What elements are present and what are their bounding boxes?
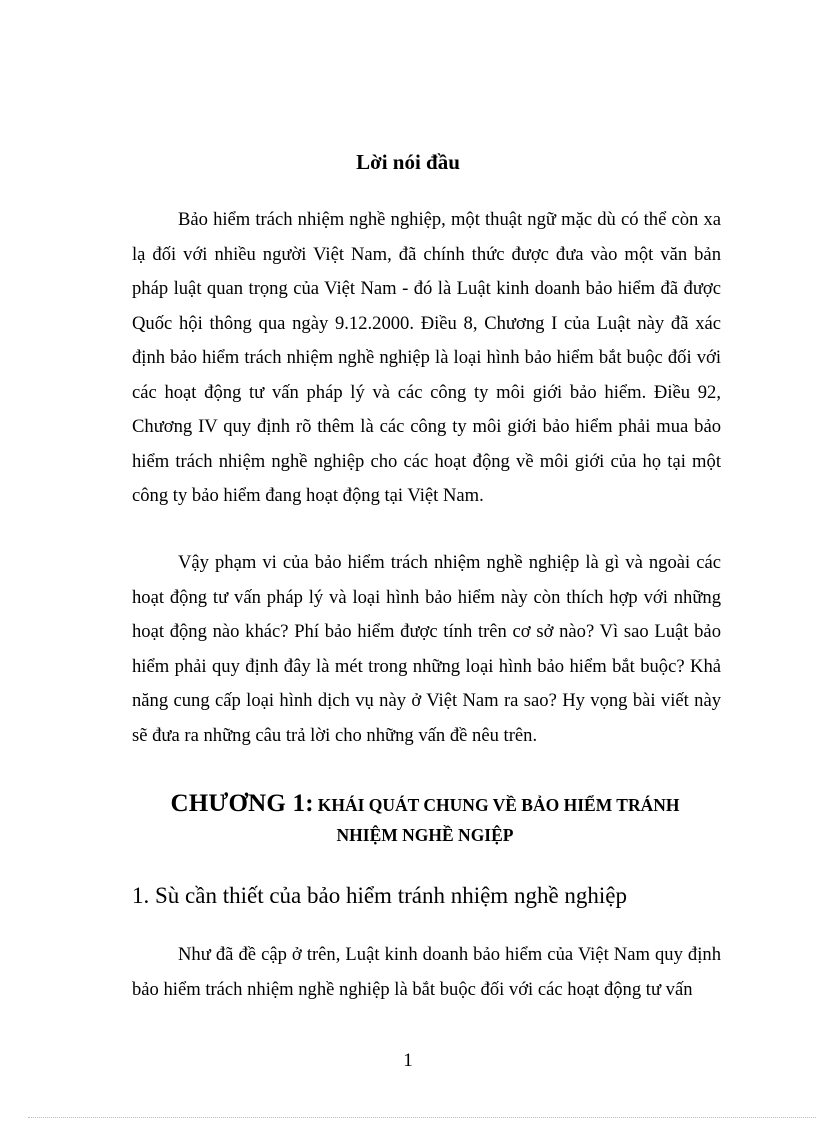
intro-paragraph-2: Vậy phạm vi của bảo hiểm trách nhiệm nghề nghiệp là gì và ngoài các hoạt động tư vấn pháp lý và loại hình bảo hiểm này còn thích hợp với những hoạt động nào khác? Phí bảo hiểm được tính trên cơ sở nào? Vì sao Luật bảo hiểm phải quy định đây là mét trong những loại hình bảo hiểm bắt buộc? Khả năng cung cấp loại hình dịch vụ này ở Việt Nam ra sao? Hy vọng bài viết này sẽ đưa ra những câu trả lời cho những vấn đề nêu trên. xyxy=(132,552,721,746)
section-paragraph-1: Như đã đề cập ở trên, Luật kinh doanh bảo hiểm của Việt Nam quy định bảo hiểm trách nhiệm nghề nghiệp là bắt buộc đối với các hoạt động tư vấn xyxy=(132,944,721,1000)
page-bottom-divider xyxy=(28,1117,816,1118)
section-heading: 1. Sù cần thiết của bảo hiểm tránh nhiệm nghề nghiệp xyxy=(132,883,628,908)
page-number: 1 xyxy=(403,1050,413,1071)
chapter-number: CHƯƠNG 1: xyxy=(170,790,314,817)
chapter-heading xyxy=(100,790,750,851)
intro-paragraph-1: Bảo hiểm trách nhiệm nghề nghiệp, một thuật ngữ mặc dù có thể còn xa lạ đối với nhiều người Việt Nam, đã chính thức được đưa vào một văn bản pháp luật quan trọng của Việt Nam - đó là Luật kinh doanh bảo hiểm đã được Quốc hội thông qua ngày 9.12.2000. Điều 8, Chương I của Luật này đã xác định bảo hiểm trách nhiệm nghề nghiệp là loại hình bảo hiểm bắt buộc đối với các hoạt động tư vấn pháp lý và các công ty môi giới bảo hiểm. Điều 92, Chương IV quy định rõ thêm là các công ty môi giới bảo hiểm phải mua bảo hiểm trách nhiệm nghề nghiệp cho các hoạt động về môi giới của họ tại một công ty bảo hiểm đang hoạt động tại Việt Nam. xyxy=(132,209,721,506)
page-title: Lời nói đầu xyxy=(356,150,460,174)
chapter-title-line-2: NHIỆM NGHỀ NGIỆP xyxy=(336,825,514,845)
chapter-title-line-1: KHÁI QUÁT CHUNG VỀ BẢO HIỂM TRÁNH xyxy=(317,795,680,815)
